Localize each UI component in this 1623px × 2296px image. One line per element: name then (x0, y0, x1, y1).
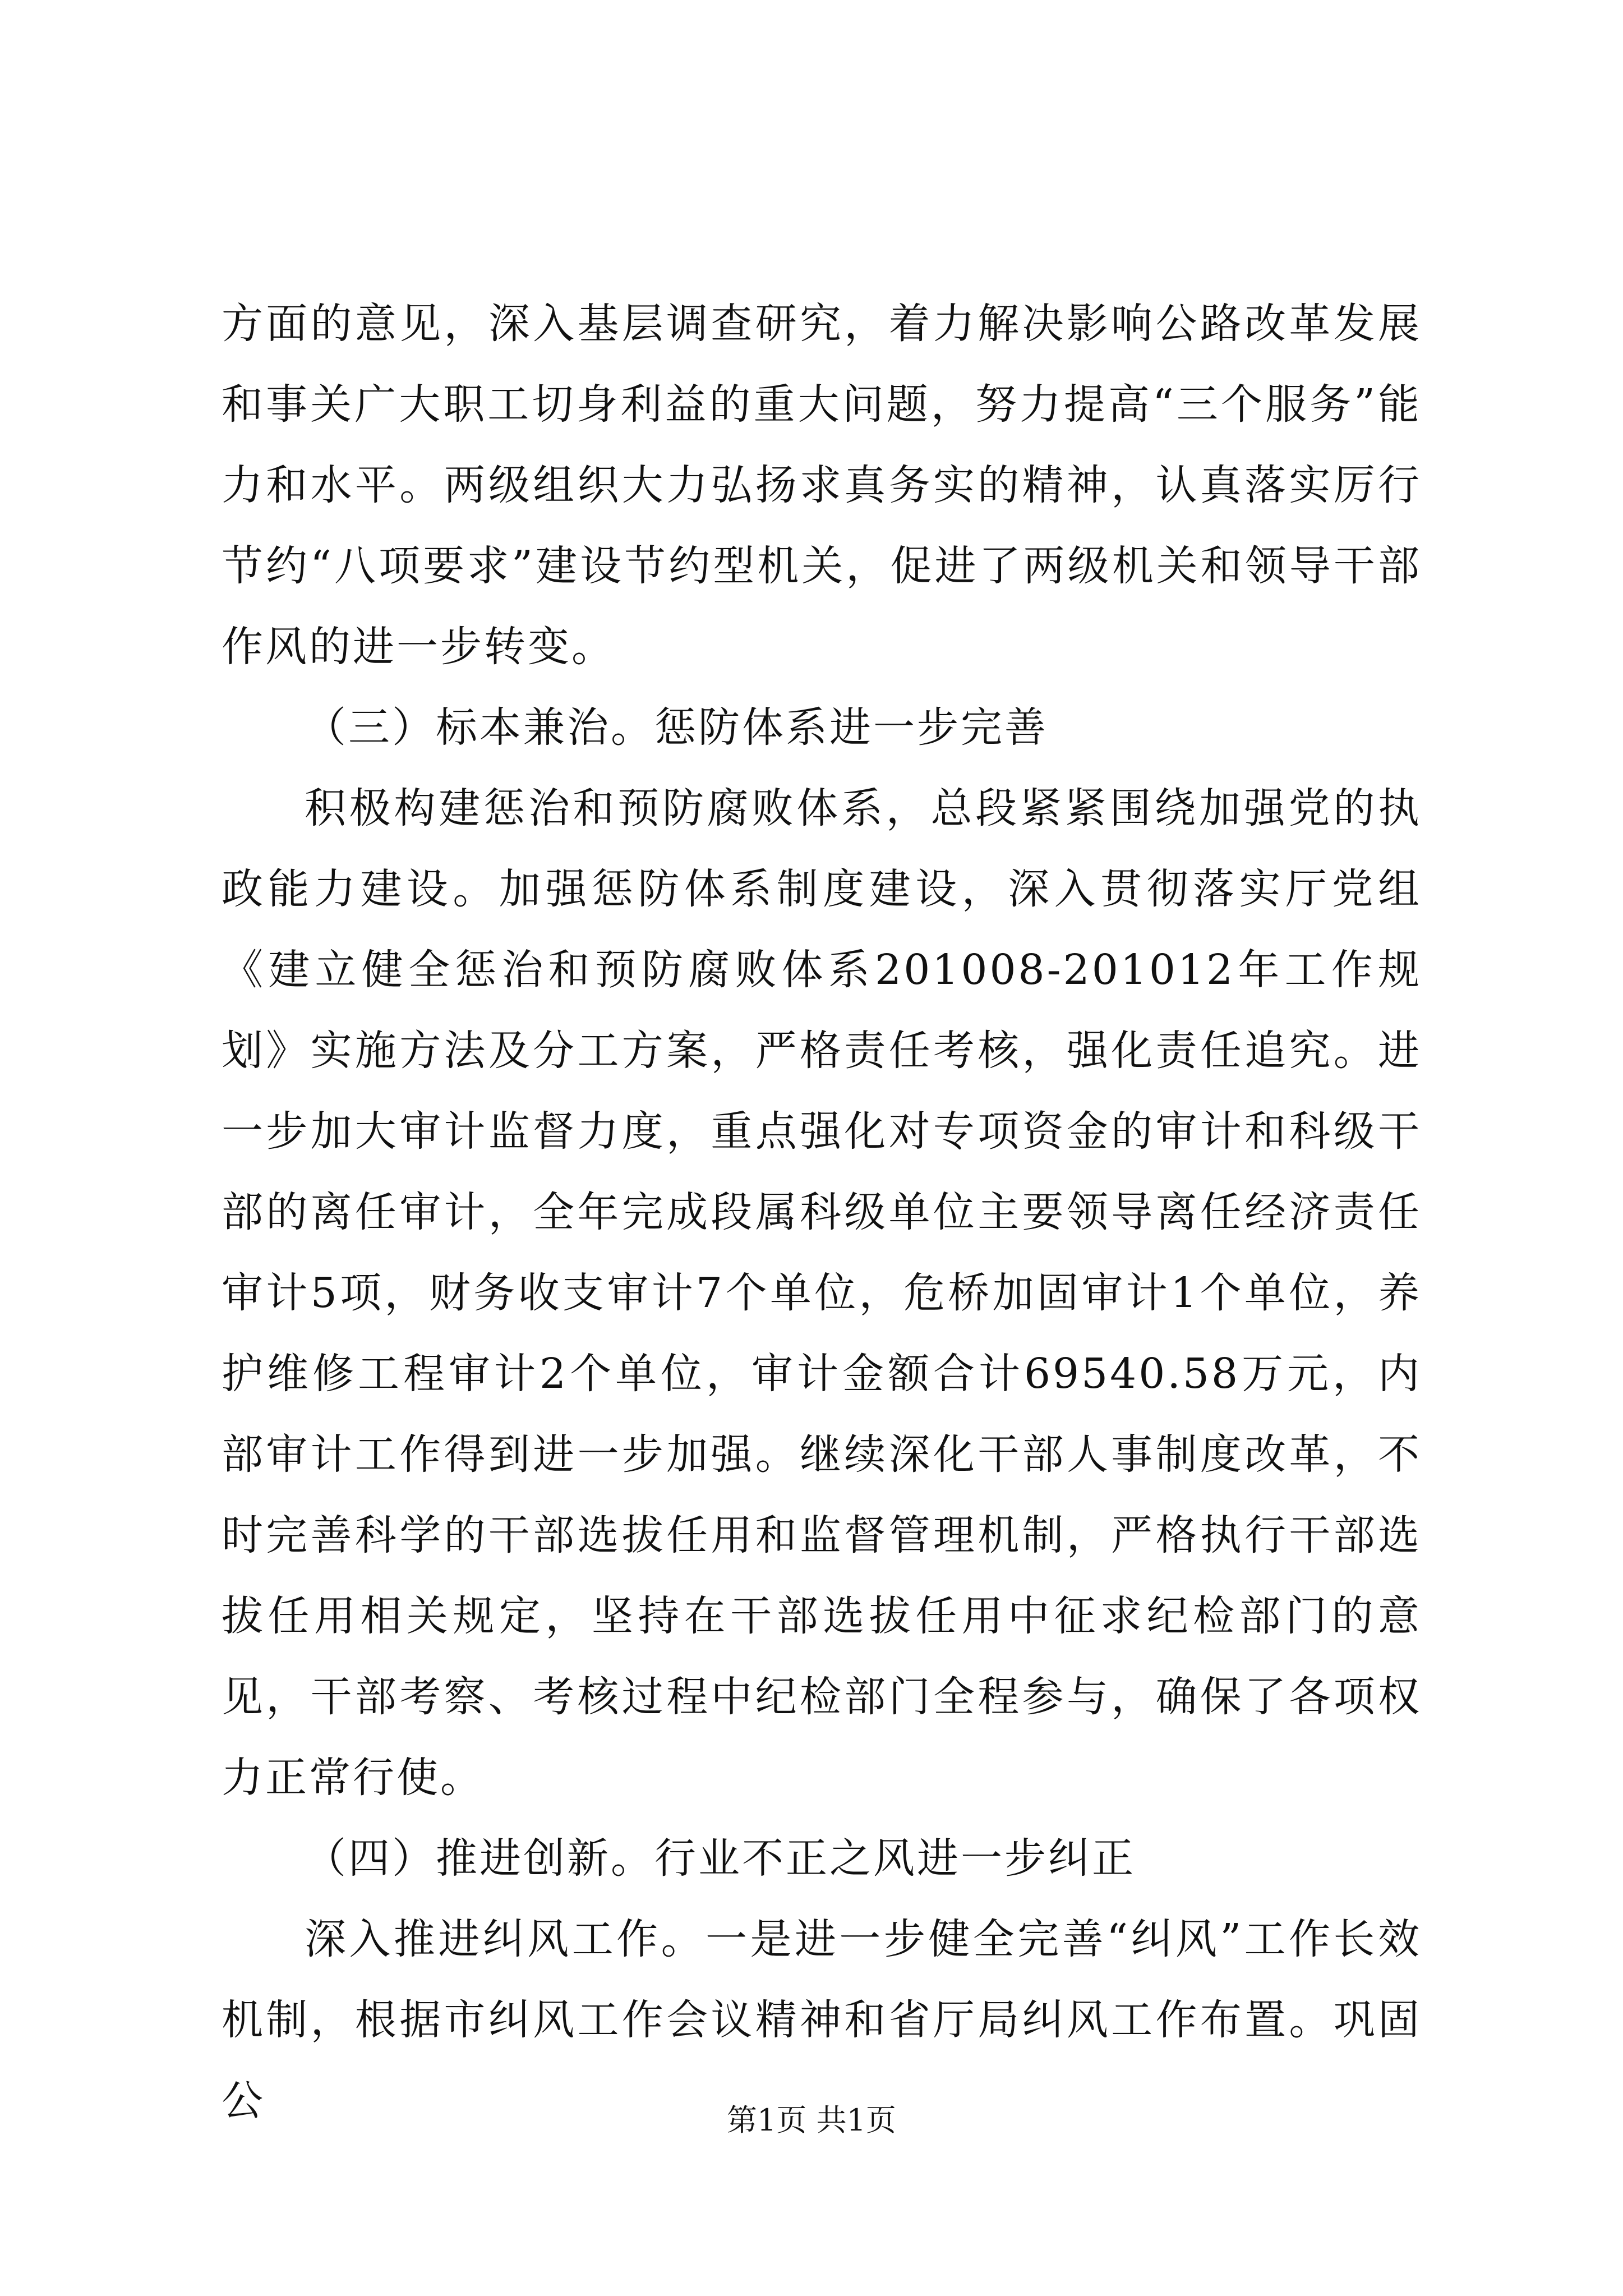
section-heading-4: （四）推进创新。行业不正之风进一步纠正 (305, 1834, 1136, 1883)
document-body (222, 283, 1422, 2141)
paragraph-discipline-system: 积极构建惩治和预防腐败体系，总段紧紧围绕加强党的执政能力建设。加强惩防体系制度建设，深入贯彻落实厅党组《建立健全惩治和预防腐败体系201008-201012年工作规划》实施方法及分工方案，严格责任考核，强化责任追究。进一步加大审计监督力度，重点强化对专项资金的审计和科级干部的离任审计，全年完成段属科级单位主要领导离任经济责任审计5项，财务收支审计7个单位，危桥加固审计1个单位，养护维修工程审计2个单位，审计金额合计69540.58万元，内部审计工作得到进一步加强。继续深化干部人事制度改革，不时完善科学的干部选拔任用和监督管理机制，严格执行干部选拔任用相关规定，坚持在干部选拔任用中征求纪检部门的意见，干部考察、考核过程中纪检部门全程参与，确保了各项权力正常行使。 (222, 784, 1422, 1802)
section-heading-3: （三）标本兼治。惩防体系进一步完善 (305, 703, 1048, 752)
paragraph-continuation: 方面的意见，深入基层调查研究，着力解决影响公路改革发展和事关广大职工切身利益的重大问题，努力提高“三个服务”能力和水平。两级组织大力弘扬求真务实的精神，认真落实厉行节约“八项要求”建设节约型机关，促进了两级机关和领导干部作风的进一步转变。 (222, 300, 1422, 671)
page-number-footer: 第1页 共1页 (727, 2102, 896, 2138)
paragraph-rectification: 深入推进纠风工作。一是进一步健全完善“纠风”工作长效机制，根据市纠风工作会议精神和省厅局纠风工作布置。巩固公 (222, 1915, 1422, 2125)
